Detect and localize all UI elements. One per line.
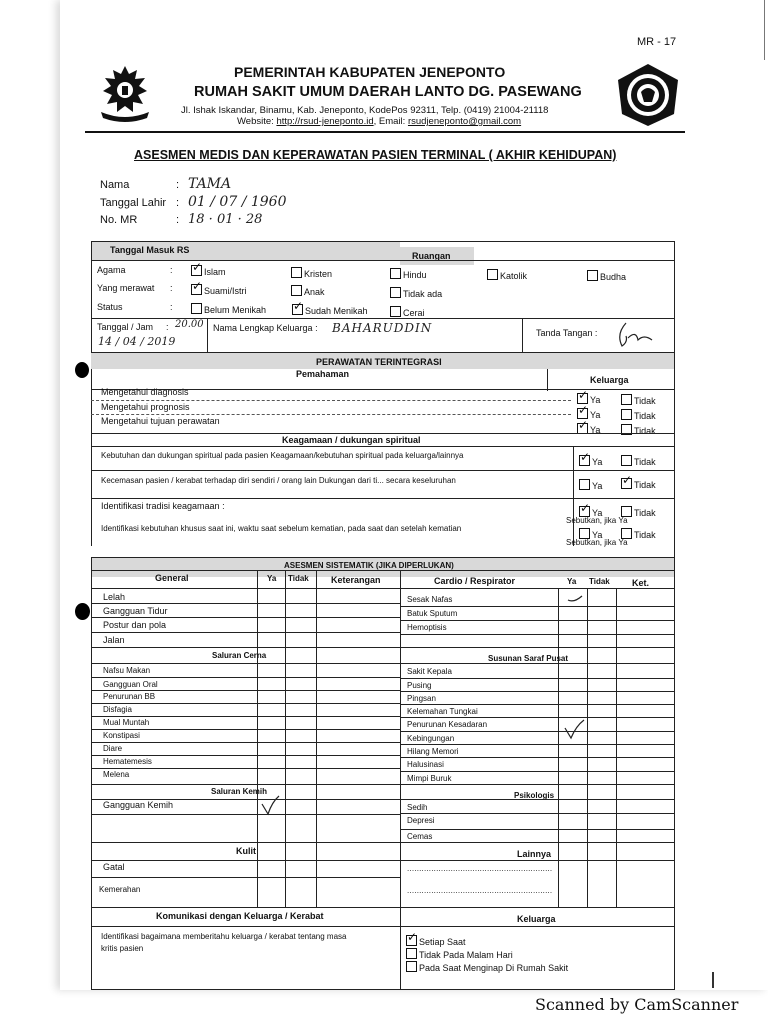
prognosis-ya[interactable]: ✓Ya bbox=[577, 408, 600, 420]
stray-mark bbox=[712, 972, 714, 988]
paper-edge bbox=[764, 0, 765, 60]
general-item: Jalan bbox=[103, 635, 125, 645]
row-line bbox=[91, 842, 674, 843]
spiritual-2-tidak[interactable]: ✓ Tidak bbox=[621, 478, 656, 490]
row-line bbox=[400, 744, 674, 745]
status-sudah-menikah[interactable]: ✓ Sudah Menikah bbox=[292, 304, 368, 316]
form-code: MR - 17 bbox=[637, 36, 677, 48]
kemih-title: Saluran Kemih bbox=[211, 787, 268, 796]
psikologis-item: Cemas bbox=[407, 832, 433, 841]
row-line bbox=[400, 757, 674, 758]
checkbox-checked-icon[interactable] bbox=[579, 455, 590, 466]
tgl-lahir-value: 01 / 07 / 1960 bbox=[188, 194, 287, 210]
col-ket: Ket. bbox=[632, 578, 650, 588]
cerna-item: Mual Muntah bbox=[103, 718, 150, 727]
table-border bbox=[91, 241, 674, 242]
checkbox-icon[interactable] bbox=[406, 961, 417, 972]
checkbox-checked-icon[interactable] bbox=[406, 935, 417, 946]
checkbox-icon[interactable] bbox=[291, 285, 302, 296]
email-label: Email: bbox=[378, 116, 406, 127]
saraf-item: Halusinasi bbox=[407, 760, 444, 769]
checkbox-checked-icon[interactable] bbox=[191, 265, 202, 276]
cardio-item: Sesak Nafas bbox=[407, 595, 453, 604]
row-line bbox=[91, 446, 674, 447]
row-line bbox=[91, 433, 674, 434]
nama-keluarga-label: Nama Lengkap Keluarga : bbox=[213, 323, 318, 333]
punch-hole bbox=[75, 362, 89, 378]
colon: : bbox=[170, 302, 173, 312]
tujuan-ya[interactable]: ✓Ya bbox=[577, 423, 600, 435]
table-border bbox=[91, 989, 674, 990]
col-keterangan: Keterangan bbox=[331, 575, 381, 585]
header-address: Jl. Ishak Iskandar, Binamu, Kab. Jeneponto, KodePos 92311, Telp. (0419) 21004-21118 bbox=[181, 105, 549, 116]
lainnya-line[interactable]: ............................................................ bbox=[407, 886, 553, 895]
row-line bbox=[91, 260, 674, 261]
cerna-item: Nafsu Makan bbox=[103, 666, 151, 675]
spiritual-item: Identifikasi tradisi keagamaan : bbox=[101, 501, 225, 511]
handwritten-check-icon bbox=[566, 594, 584, 604]
checkbox-icon[interactable] bbox=[587, 270, 598, 281]
row-line bbox=[91, 603, 400, 604]
table-border bbox=[674, 557, 675, 990]
checkbox-icon[interactable] bbox=[621, 455, 632, 466]
row-line bbox=[400, 829, 674, 830]
cerna-item: Diare bbox=[103, 744, 123, 753]
col-tidak: Tidak bbox=[589, 577, 610, 586]
agama-budha[interactable]: Budha bbox=[587, 270, 626, 282]
row-line bbox=[91, 632, 400, 633]
row-line bbox=[91, 400, 571, 401]
tanda-tangan-label: Tanda Tangan : bbox=[536, 328, 598, 338]
agama-kristen[interactable]: Kristen bbox=[291, 267, 332, 279]
col-ya: Ya bbox=[567, 577, 577, 586]
cell-divider bbox=[400, 907, 401, 989]
signature-icon bbox=[612, 320, 654, 350]
row-line bbox=[91, 877, 400, 878]
header-rule bbox=[85, 131, 685, 133]
ruangan-label: Ruangan bbox=[412, 251, 451, 261]
tidak-malam-option[interactable]: Tidak Pada Malam Hari bbox=[406, 948, 513, 960]
checkbox-icon[interactable] bbox=[390, 268, 401, 279]
spiritual-4-tidak[interactable]: Tidak bbox=[621, 528, 656, 540]
checkbox-checked-icon[interactable] bbox=[191, 284, 202, 295]
saraf-item: Pingsan bbox=[407, 694, 436, 703]
diagnosis-ya[interactable]: ✓Ya bbox=[577, 393, 600, 405]
cerna-item: Hematemesis bbox=[103, 757, 152, 766]
grid-col bbox=[257, 571, 258, 907]
row-line bbox=[91, 647, 674, 648]
spiritual-3-ya[interactable]: ✓Ya bbox=[579, 506, 602, 518]
prognosis-tidak[interactable]: Tidak bbox=[621, 409, 656, 421]
kulit-item: Gatal bbox=[103, 862, 125, 872]
regency-logo-icon bbox=[93, 60, 157, 124]
agama-label: Agama bbox=[97, 265, 126, 275]
agama-islam[interactable]: ✓ Islam bbox=[191, 265, 226, 277]
row-line bbox=[91, 470, 674, 471]
cerna-item: Konstipasi bbox=[103, 731, 140, 740]
spiritual-item: Kebutuhan dan dukungan spiritual pada pasien Keagamaan/kebutuhan spiritual pada keluarga/lainnya bbox=[101, 451, 464, 460]
col-ya: Ya bbox=[267, 574, 277, 583]
header-line2: RUMAH SAKIT UMUM DAERAH LANTO DG. PASEWANG bbox=[194, 84, 582, 100]
checkbox-icon[interactable] bbox=[406, 948, 417, 959]
nama-value: TAMA bbox=[188, 176, 232, 192]
pemahaman-item: Mengetahui tujuan perawatan bbox=[101, 416, 220, 426]
row-line bbox=[91, 729, 400, 730]
saraf-item: Sakit Kepala bbox=[407, 667, 452, 676]
col-general: General bbox=[155, 573, 189, 583]
checkbox-icon[interactable] bbox=[487, 269, 498, 280]
doc-title: ASESMEN MEDIS DAN KEPERAWATAN PASIEN TERMINAL ( AKHIR KEHIDUPAN) bbox=[134, 148, 617, 162]
row-line bbox=[91, 784, 674, 785]
handwritten-check-icon bbox=[562, 718, 588, 740]
colon: : bbox=[170, 283, 173, 293]
header-contact: Website: http://rsud-jeneponto.id, Email: rsudjeneponto@gmail.com bbox=[237, 116, 522, 127]
lainnya-line[interactable]: ............................................................ bbox=[407, 864, 553, 873]
row-line bbox=[91, 352, 674, 353]
row-line bbox=[91, 716, 400, 717]
checkbox-icon[interactable] bbox=[291, 267, 302, 278]
email-link[interactable]: rsudjeneponto@gmail.com bbox=[407, 116, 522, 127]
checkbox-icon[interactable] bbox=[621, 409, 632, 420]
psikologis-title: Psikologis bbox=[514, 791, 555, 800]
pemahaman-item: Mengetahui prognosis bbox=[101, 402, 190, 412]
col-cardio: Cardio / Respirator bbox=[434, 576, 516, 586]
colon: : bbox=[176, 197, 180, 209]
agama-katolik[interactable]: Katolik bbox=[487, 269, 527, 281]
grid-col bbox=[285, 571, 286, 907]
col-tidak: Tidak bbox=[288, 574, 309, 583]
row-line bbox=[91, 703, 400, 704]
menginap-option[interactable]: Pada Saat Menginap Di Rumah Sakit bbox=[406, 961, 568, 973]
spiritual-1-tidak[interactable]: Tidak bbox=[621, 455, 656, 467]
sebutkan-note: Sebutkan, jika Ya bbox=[566, 538, 628, 547]
psikologis-item: Depresi bbox=[407, 816, 435, 825]
merawat-tidak-ada[interactable]: Tidak ada bbox=[390, 287, 442, 299]
table-border bbox=[91, 241, 92, 546]
merawat-anak[interactable]: Anak bbox=[291, 285, 325, 297]
status-cerai[interactable]: Cerai bbox=[390, 306, 425, 318]
row-line bbox=[91, 617, 400, 618]
row-line bbox=[91, 663, 674, 664]
tgl-lahir-label: Tanggal Lahir bbox=[100, 197, 167, 209]
row-line bbox=[91, 570, 674, 571]
website-link[interactable]: http://rsud-jeneponto.id bbox=[276, 116, 374, 127]
checkbox-icon[interactable] bbox=[191, 303, 202, 314]
saraf-title: Susunan Saraf Pusat bbox=[488, 654, 569, 663]
checkbox-icon[interactable] bbox=[621, 394, 632, 405]
row-line bbox=[91, 926, 674, 927]
saraf-item: Hilang Memori bbox=[407, 747, 459, 756]
checkbox-icon[interactable] bbox=[390, 306, 401, 317]
spiritual-item: Kecemasan pasien / kerabat terhadap diri sendiri / orang lain Dukungan dari ti... secara keseluruhan bbox=[101, 476, 456, 485]
sebutkan-note: Sebutkan, jika Ya bbox=[566, 516, 628, 525]
spiritual-2-ya[interactable]: Ya bbox=[579, 479, 602, 491]
cell-divider bbox=[522, 318, 523, 352]
row-line bbox=[91, 677, 400, 678]
komunikasi-title: Komunikasi dengan Keluarga / Kerabat bbox=[156, 911, 324, 921]
colon: : bbox=[166, 322, 169, 332]
general-item: Gangguan Tidur bbox=[103, 606, 168, 616]
pemahaman-label: Pemahaman bbox=[296, 369, 350, 379]
row-line bbox=[91, 755, 400, 756]
saraf-item: Mimpi Buruk bbox=[407, 774, 452, 783]
row-line bbox=[91, 768, 400, 769]
cerna-item: Penurunan BB bbox=[103, 692, 156, 701]
tanggal-jam-label: Tanggal / Jam bbox=[97, 322, 154, 332]
row-line bbox=[400, 691, 674, 692]
cerna-item: Gangguan Oral bbox=[103, 680, 158, 689]
row-line bbox=[400, 731, 674, 732]
row-line bbox=[91, 860, 674, 861]
tanggal-jam-value: 14 / 04 / 2019 bbox=[98, 335, 176, 348]
colon: : bbox=[176, 179, 180, 191]
komunikasi-text: kritis pasien bbox=[101, 944, 144, 953]
keluarga-label: Keluarga bbox=[590, 375, 629, 385]
scanner-watermark: Scanned by CamScanner bbox=[535, 995, 739, 1014]
table-border bbox=[91, 557, 92, 989]
saraf-item: Penurunan Kesadaran bbox=[407, 720, 488, 729]
komunikasi-keluarga-title: Keluarga bbox=[517, 914, 556, 924]
status-label: Status bbox=[97, 302, 123, 312]
hospital-logo-icon bbox=[614, 62, 682, 128]
kemih-item: Gangguan Kemih bbox=[103, 800, 174, 810]
row-line bbox=[91, 498, 674, 499]
punch-hole bbox=[75, 603, 90, 620]
status-belum-menikah[interactable]: Belum Menikah bbox=[191, 303, 266, 315]
checkbox-checked-icon[interactable] bbox=[621, 478, 632, 489]
saraf-item: Kelemahan Tungkai bbox=[407, 707, 478, 716]
kulit-item: Kemerahan bbox=[99, 885, 141, 894]
header-line1: PEMERINTAH KABUPATEN JENEPONTO bbox=[234, 64, 506, 80]
website-label: Website: bbox=[237, 116, 274, 127]
checkbox-checked-icon[interactable] bbox=[292, 304, 303, 315]
row-line bbox=[400, 813, 674, 814]
no-mr-value: 18 · 01 · 28 bbox=[188, 212, 263, 227]
setiap-saat-option[interactable]: ✓Setiap Saat bbox=[406, 935, 466, 947]
saraf-item: Kebingungan bbox=[407, 734, 455, 743]
tanggal-jam-time: 20.00 bbox=[175, 319, 204, 330]
general-item: Postur dan pola bbox=[103, 620, 167, 630]
colon: : bbox=[170, 265, 173, 275]
row-line bbox=[400, 771, 674, 772]
checkbox-icon[interactable] bbox=[390, 287, 401, 298]
table-border bbox=[674, 241, 675, 577]
psikologis-item: Sedih bbox=[407, 803, 428, 812]
kulit-title: Kulit bbox=[236, 846, 256, 856]
row-line bbox=[400, 678, 674, 679]
row-line bbox=[400, 606, 674, 607]
keagamaan-title: Keagamaan / dukungan spiritual bbox=[282, 435, 421, 445]
checkbox-icon[interactable] bbox=[579, 479, 590, 490]
row-line bbox=[91, 690, 400, 691]
row-line bbox=[400, 704, 674, 705]
row-line bbox=[91, 814, 400, 815]
agama-hindu[interactable]: Hindu bbox=[390, 268, 427, 280]
cerna-item: Disfagia bbox=[103, 705, 132, 714]
grid-col bbox=[400, 571, 401, 907]
asesmen-title: ASESMEN SISTEMATIK (JIKA DIPERLUKAN) bbox=[284, 561, 454, 570]
tanggal-masuk-label: Tanggal Masuk RS bbox=[110, 245, 190, 255]
diagnosis-tidak[interactable]: Tidak bbox=[621, 394, 656, 406]
spiritual-4-ya[interactable]: Ya bbox=[579, 528, 602, 540]
row-line bbox=[91, 907, 674, 908]
pemahaman-item: Mengetahui diagnosis bbox=[101, 387, 189, 397]
row-line bbox=[91, 414, 571, 415]
colon: : bbox=[176, 214, 180, 226]
general-item: Lelah bbox=[103, 592, 126, 602]
perawatan-title: PERAWATAN TERINTEGRASI bbox=[316, 357, 442, 367]
spiritual-item: Identifikasi kebutuhan khusus saat ini, waktu saat sebelum kematian, pada saat dan setelah kematian bbox=[101, 524, 462, 533]
tujuan-tidak[interactable]: Tidak bbox=[621, 424, 656, 436]
nama-keluarga-value: BAHARUDDIN bbox=[332, 321, 433, 335]
grid-col bbox=[316, 571, 317, 907]
cardio-item: Batuk Sputum bbox=[407, 609, 458, 618]
cell-divider bbox=[207, 318, 208, 352]
saraf-item: Pusing bbox=[407, 681, 432, 690]
row-line bbox=[400, 717, 674, 718]
row-line bbox=[91, 742, 400, 743]
cerna-item: Melena bbox=[103, 770, 130, 779]
cell-divider bbox=[573, 446, 574, 546]
spiritual-1-ya[interactable]: ✓Ya bbox=[579, 455, 602, 467]
row-line bbox=[400, 620, 674, 621]
komunikasi-text: Identifikasi bagaimana memberitahu keluarga / kerabat tentang masa bbox=[101, 932, 347, 941]
cerna-title: Saluran Cerna bbox=[212, 651, 267, 660]
merawat-suami-istri[interactable]: ✓ Suami/Istri bbox=[191, 284, 247, 296]
row-line bbox=[400, 634, 674, 635]
spiritual-3-tidak[interactable]: Tidak bbox=[621, 506, 656, 518]
row-line bbox=[91, 799, 674, 800]
nama-label: Nama bbox=[100, 179, 130, 191]
lainnya-title: Lainnya bbox=[517, 849, 552, 859]
no-mr-label: No. MR bbox=[100, 214, 138, 226]
cardio-item: Hemoptisis bbox=[407, 623, 447, 632]
cell-divider bbox=[547, 369, 548, 391]
yang-merawat-label: Yang merawat bbox=[97, 283, 155, 293]
